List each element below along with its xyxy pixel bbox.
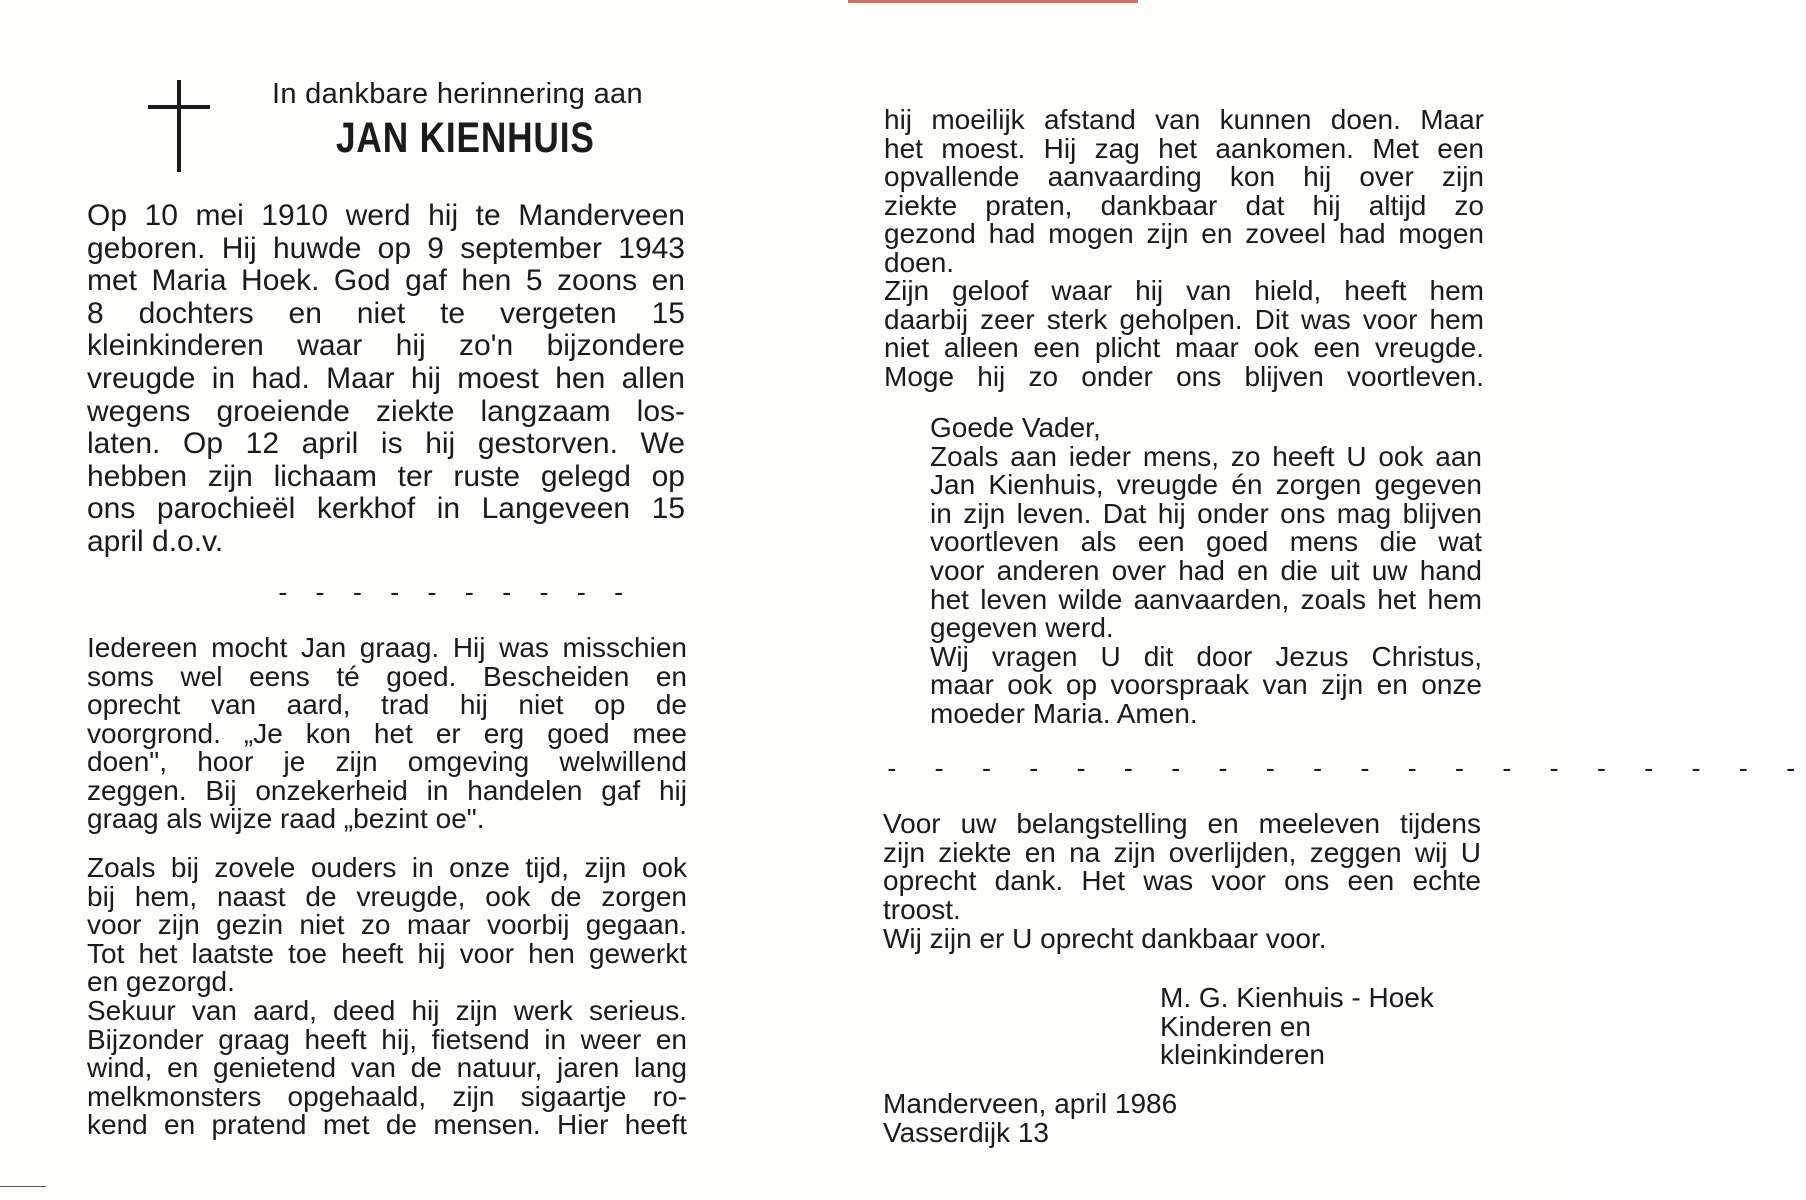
character-line: oprecht van aard, trad hij niet op de [87, 689, 687, 720]
thanks-paragraph [883, 810, 1481, 954]
character-line: graag als wijze raad „bezint oe". [87, 803, 485, 834]
prayer-line: Jan Kienhuis, vreugde én zorgen gegeven [930, 469, 1482, 501]
life-line: kend en pratend met de mensen. Hier heeft [87, 1109, 687, 1141]
life-line: Tot het laatste toe heeft hij voor hen gewerkt [87, 937, 687, 969]
deceased-name: JAN KIENHUIS [336, 114, 595, 162]
thanks-line: Voor uw belangstelling en meeleven tijdens [883, 808, 1481, 839]
cross-vertical-bar [177, 80, 181, 172]
section-divider-right: - - - - - - - - - - - - - - - - - - - - [884, 754, 1806, 784]
prayer-line: in zijn leven. Dat hij onder ons mag blijven [930, 497, 1482, 529]
signature-name: M. G. Kienhuis - Hoek [1160, 982, 1434, 1013]
intro-line: hebben zijn lichaam ter ruste gelegd op [87, 459, 685, 493]
intro-line: ons parochieël kerkhof in Langeveen 15 [87, 492, 685, 526]
continuation-line: ziekte praten, dankbaar dat hij altijd zo [884, 189, 1484, 221]
thanks-line: zijn ziekte en na zijn overlijden, zeggen wij U [883, 836, 1481, 868]
intro-line: 8 dochters en niet te vergeten 15 [87, 296, 685, 330]
prayer-line: Wij vragen U dit door Jezus Christus, [930, 640, 1482, 672]
memorial-header: In dankbare herinnering aan [272, 78, 643, 110]
character-line: doen", hoor je zijn omgeving welwillend [87, 746, 687, 777]
life-line: wind, en genietend van de natuur, jaren lang [87, 1052, 687, 1084]
continuation-line: daarbij zeer sterk geholpen. Dit was voor hem [884, 303, 1484, 335]
prayer-line: Goede Vader, [930, 412, 1101, 443]
life-paragraph [87, 854, 687, 1140]
prayer-line: maar ook op voorspraak van zijn en onze [930, 669, 1482, 701]
character-line: soms wel eens té goed. Bescheiden en [87, 660, 687, 692]
intro-paragraph [87, 200, 685, 559]
prayer-paragraph [930, 414, 1482, 729]
continuation-line: hij moeilijk afstand van kunnen doen. Maar [884, 104, 1484, 135]
continuation-line: Moge hij zo onder ons blijven voortleven. [884, 360, 1484, 392]
intro-line: laten. Op 12 april is hij gestorven. We [87, 427, 685, 461]
intro-line: Op 10 mei 1910 werd hij te Manderveen [87, 199, 685, 232]
prayer-line: moeder Maria. Amen. [930, 697, 1198, 729]
continuation-paragraph [884, 106, 1484, 391]
section-divider-left: - - - - - - - - - - [275, 578, 630, 608]
thanks-line: troost. [883, 894, 961, 926]
cross-horizontal-bar [148, 105, 210, 109]
continuation-line: opvallende aanvaarding kon hij over zijn [884, 161, 1484, 192]
bottom-edge-mark [0, 1186, 46, 1187]
life-line: Zoals bij zovele ouders in onze tijd, zijn ook [87, 852, 687, 883]
intro-line: kleinkinderen waar hij zo'n bijzondere [87, 329, 685, 363]
intro-line: met Maria Hoek. God gaf hen 5 zoons en [87, 264, 685, 298]
life-line: bij hem, naast de vreugde, ook de zorgen [87, 880, 687, 912]
top-edge-rule [848, 0, 1138, 3]
prayer-line: Zoals aan ieder mens, zo heeft U ook aan [930, 440, 1482, 472]
life-line: Bijzonder graag heeft hij, fietsend in weer en [87, 1023, 687, 1055]
life-line: voor zijn gezin niet zo maar voorbij gegaan. [87, 909, 687, 941]
continuation-line: het moest. Hij zag het aankomen. Met een [884, 132, 1484, 164]
signature-grandchildren: kleinkinderen [1160, 1039, 1325, 1070]
prayer-line: gegeven werd. [930, 612, 1114, 644]
intro-line: april d.o.v. [87, 524, 224, 558]
character-line: Iedereen mocht Jan graag. Hij was misschien [87, 632, 687, 663]
family-signature [1160, 984, 1482, 1070]
continuation-line: Zijn geloof waar hij van hield, heeft hem [884, 275, 1484, 306]
life-line: en gezorgd. [87, 966, 235, 998]
place-and-date [883, 1090, 1303, 1147]
prayer-line: voor anderen over had en die uit uw hand [930, 554, 1482, 586]
cross-icon [148, 80, 210, 172]
intro-line: vreugde in had. Maar hij moest hen allen [87, 361, 685, 395]
prayer-line: het leven wilde aanvaarden, zoals het hem [930, 583, 1482, 615]
character-line: zeggen. Bij onzekerheid in handelen gaf hij [87, 774, 687, 806]
continuation-line: gezond had mogen zijn en zoveel had mogen [884, 218, 1484, 249]
character-paragraph [87, 634, 687, 834]
life-line: melkmonsters opgehaald, zijn sigaartje ro- [87, 1080, 687, 1112]
place-date-line: Manderveen, april 1986 [883, 1088, 1178, 1119]
life-line: Sekuur van aard, deed hij zijn werk serieus. [87, 994, 687, 1026]
continuation-line: doen. [884, 246, 955, 278]
intro-line: wegens groeiende ziekte langzaam los- [87, 394, 685, 428]
character-line: voorgrond. „Je kon het er erg goed mee [87, 717, 687, 749]
thanks-line: oprecht dank. Het was voor ons een echte [883, 865, 1481, 897]
signature-children: Kinderen en [1160, 1010, 1312, 1042]
prayer-line: voortleven als een goed mens die wat [930, 526, 1482, 558]
thanks-line: Wij zijn er U oprecht dankbaar voor. [883, 922, 1327, 954]
intro-line: geboren. Hij huwde op 9 september 1943 [87, 231, 685, 265]
address-line: Vasserdijk 13 [883, 1116, 1050, 1148]
continuation-line: niet alleen een plicht maar ook een vreugde. [884, 332, 1484, 363]
